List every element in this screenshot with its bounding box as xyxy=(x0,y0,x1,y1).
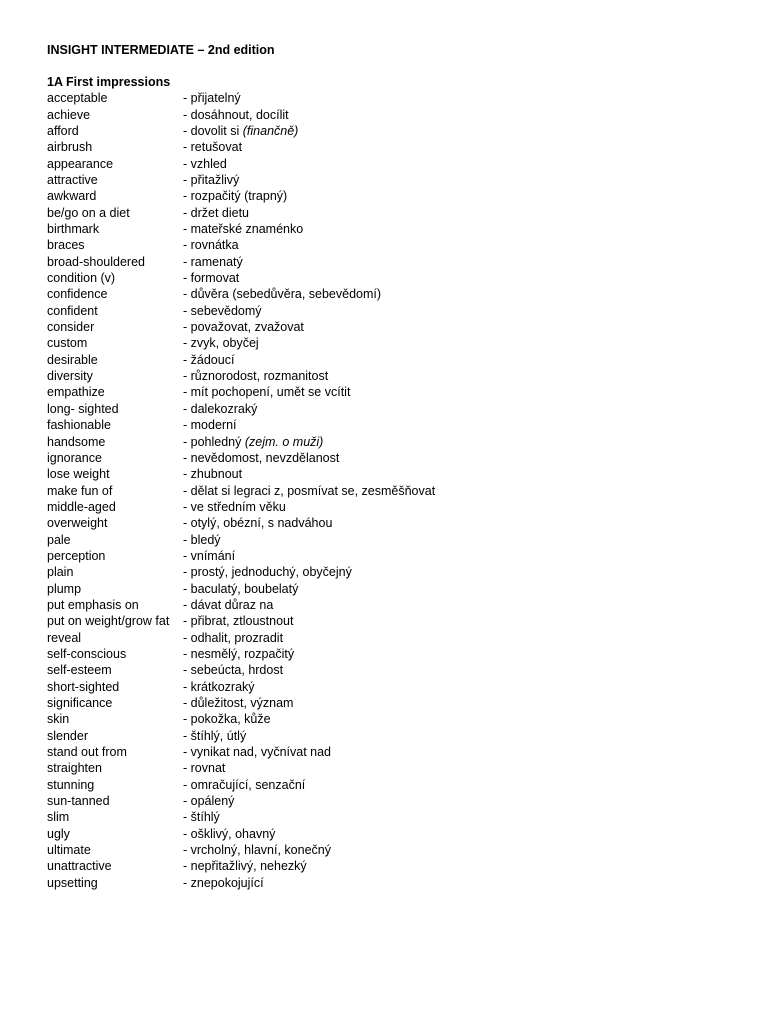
vocab-term: significance xyxy=(47,696,113,711)
vocab-entry xyxy=(47,417,747,433)
vocab-meaning-text: - znepokojující xyxy=(183,875,264,890)
vocab-translation xyxy=(183,286,747,302)
vocab-translation xyxy=(183,564,747,580)
vocab-translation xyxy=(183,728,747,744)
vocab-entry xyxy=(47,842,747,858)
vocab-meaning-text: - přibrat, ztloustnout xyxy=(183,614,294,629)
vocab-entry xyxy=(47,630,747,646)
vocab-meaning-text: - zvyk, obyčej xyxy=(183,336,259,351)
vocab-term: confidence xyxy=(47,287,108,302)
vocab-term: lose weight xyxy=(47,467,110,482)
vocab-term: skin xyxy=(47,712,70,727)
vocab-meaning-text: - retušovat xyxy=(183,140,243,155)
vocab-translation xyxy=(183,303,747,319)
vocab-translation xyxy=(183,205,747,221)
vocab-translation xyxy=(183,679,747,695)
vocab-translation xyxy=(183,123,747,139)
vocab-term: consider xyxy=(47,320,95,335)
vocab-meaning-text: - vnímání xyxy=(183,548,236,563)
vocab-entry xyxy=(47,483,747,499)
vocab-entry xyxy=(47,826,747,842)
vocab-meaning-text: - ramenatý xyxy=(183,254,243,269)
vocab-entry xyxy=(47,711,747,727)
vocab-translation xyxy=(183,662,747,678)
vocab-entry xyxy=(47,597,747,613)
vocab-translation xyxy=(183,793,747,809)
vocab-translation xyxy=(183,434,747,450)
vocab-meaning-text: - pokožka, kůže xyxy=(183,712,271,727)
vocab-entry xyxy=(47,188,747,204)
vocab-meaning-text: - dávat důraz na xyxy=(183,597,274,612)
vocab-meaning-text: - rovnat xyxy=(183,761,226,776)
vocab-translation xyxy=(183,532,747,548)
vocab-meaning-text: - prostý, jednoduchý, obyčejný xyxy=(183,565,352,580)
vocab-term: long- sighted xyxy=(47,401,119,416)
document-title: INSIGHT INTERMEDIATE – 2nd edition xyxy=(47,43,275,57)
vocab-meaning-text: - mateřské znaménko xyxy=(183,222,304,237)
vocab-entry xyxy=(47,221,747,237)
vocab-meaning-text: - pohledný xyxy=(183,434,245,449)
vocab-translation xyxy=(183,695,747,711)
vocab-meaning-text: - dalekozraký xyxy=(183,401,258,416)
vocab-meaning-note: (finančně) xyxy=(242,123,299,138)
vocab-meaning-text: - dovolit si xyxy=(183,123,243,138)
vocab-translation xyxy=(183,499,747,515)
vocab-meaning-text: - rovnátka xyxy=(183,238,239,253)
vocab-translation xyxy=(183,319,747,335)
vocab-meaning-text: - držet dietu xyxy=(183,205,250,220)
vocab-entry xyxy=(47,335,747,351)
vocab-entry xyxy=(47,270,747,286)
vocab-meaning-text: - nepřitažlivý, nehezký xyxy=(183,859,307,874)
vocab-entry xyxy=(47,744,747,760)
vocab-term: reveal xyxy=(47,630,82,645)
vocab-meaning-text: - rozpačitý (trapný) xyxy=(183,189,288,204)
vocab-entry xyxy=(47,515,747,531)
vocab-translation xyxy=(183,450,747,466)
vocab-term: desirable xyxy=(47,352,98,367)
vocab-translation xyxy=(183,188,747,204)
vocab-entry xyxy=(47,319,747,335)
vocab-entry xyxy=(47,695,747,711)
vocab-meaning-text: - nesmělý, rozpačitý xyxy=(183,646,295,661)
vocab-entry xyxy=(47,613,747,629)
vocab-translation xyxy=(183,384,747,400)
vocab-term: put on weight/grow fat xyxy=(47,614,170,629)
vocab-entry xyxy=(47,548,747,564)
vocab-entry xyxy=(47,760,747,776)
vocab-entry xyxy=(47,156,747,172)
vocab-entry xyxy=(47,858,747,874)
vocab-term: middle-aged xyxy=(47,499,116,514)
vocab-term: custom xyxy=(47,336,88,351)
vocab-term: straighten xyxy=(47,761,102,776)
vocab-entry xyxy=(47,450,747,466)
vocab-term: condition (v) xyxy=(47,271,116,286)
vocab-entry xyxy=(47,286,747,302)
vocab-term: upsetting xyxy=(47,875,98,890)
vocab-term: attractive xyxy=(47,173,98,188)
vocab-meaning-text: - vynikat nad, vyčnívat nad xyxy=(183,745,331,760)
vocab-meaning-text: - dělat si legraci z, posmívat se, zesměšňovat xyxy=(183,483,436,498)
section-title: 1A First impressions xyxy=(47,75,171,89)
vocab-term: airbrush xyxy=(47,140,93,155)
vocab-entry xyxy=(47,466,747,482)
vocab-meaning-text: - žádoucí xyxy=(183,352,235,367)
vocab-meaning-text: - sebevědomý xyxy=(183,303,262,318)
vocab-entry xyxy=(47,90,747,106)
vocab-meaning-text: - štíhlý xyxy=(183,810,220,825)
vocab-term: broad-shouldered xyxy=(47,254,145,269)
vocab-term: ultimate xyxy=(47,843,91,858)
vocab-entry xyxy=(47,564,747,580)
vocab-translation xyxy=(183,172,747,188)
vocab-entry xyxy=(47,172,747,188)
vocab-meaning-text: - ve středním věku xyxy=(183,499,286,514)
vocab-translation xyxy=(183,875,747,891)
vocab-translation xyxy=(183,335,747,351)
vocab-meaning-text: - štíhlý, útlý xyxy=(183,728,247,743)
vocab-term: acceptable xyxy=(47,91,108,106)
vocab-term: sun-tanned xyxy=(47,794,110,809)
vocab-translation xyxy=(183,581,747,597)
vocab-meaning-text: - vrcholný, hlavní, konečný xyxy=(183,843,331,858)
vocab-meaning-text: - omračující, senzační xyxy=(183,777,306,792)
vocab-meaning-text: - sebeúcta, hrdost xyxy=(183,663,284,678)
vocab-term: confident xyxy=(47,303,98,318)
vocab-meaning-note: (zejm. o muži) xyxy=(244,434,324,449)
vocab-term: achieve xyxy=(47,107,91,122)
vocab-meaning-text: - ošklivý, ohavný xyxy=(183,826,276,841)
vocab-translation xyxy=(183,221,747,237)
vocab-translation xyxy=(183,630,747,646)
vocab-meaning-text: - vzhled xyxy=(183,156,227,171)
vocab-translation xyxy=(183,156,747,172)
vocab-entry xyxy=(47,303,747,319)
vocab-meaning-text: - přijatelný xyxy=(183,91,241,106)
vocab-entry xyxy=(47,532,747,548)
vocab-term: slim xyxy=(47,810,70,825)
vocab-translation xyxy=(183,139,747,155)
vocab-entry xyxy=(47,237,747,253)
vocab-meaning-text: - mít pochopení, umět se vcítit xyxy=(183,385,351,400)
vocab-term: appearance xyxy=(47,156,114,171)
title-spacer xyxy=(47,60,747,74)
vocab-term: stunning xyxy=(47,777,95,792)
vocab-entry xyxy=(47,107,747,123)
vocab-entry xyxy=(47,777,747,793)
vocab-entry xyxy=(47,401,747,417)
vocab-meaning-text: - formovat xyxy=(183,271,240,286)
vocab-term: put emphasis on xyxy=(47,597,139,612)
vocab-term: diversity xyxy=(47,369,93,384)
vocab-meaning-text: - dosáhnout, docílit xyxy=(183,107,289,122)
vocab-translation xyxy=(183,858,747,874)
vocab-meaning-text: - různorodost, rozmanitost xyxy=(183,369,329,384)
vocab-entry xyxy=(47,434,747,450)
vocab-entry xyxy=(47,123,747,139)
vocab-translation xyxy=(183,744,747,760)
vocab-term: self-conscious xyxy=(47,646,127,661)
vocab-translation xyxy=(183,107,747,123)
vocab-term: perception xyxy=(47,548,106,563)
vocab-entry xyxy=(47,679,747,695)
vocab-meaning-text: - přitažlivý xyxy=(183,173,240,188)
vocab-meaning-text: - považovat, zvažovat xyxy=(183,320,304,335)
vocab-entry xyxy=(47,254,747,270)
vocab-meaning-text: - nevědomost, nevzdělanost xyxy=(183,450,340,465)
vocab-translation xyxy=(183,597,747,613)
vocab-entry xyxy=(47,809,747,825)
vocab-term: plump xyxy=(47,581,82,596)
document-page xyxy=(47,40,747,891)
vocab-term: birthmark xyxy=(47,222,100,237)
vocab-entry xyxy=(47,139,747,155)
vocab-translation xyxy=(183,254,747,270)
vocab-translation xyxy=(183,401,747,417)
vocab-term: overweight xyxy=(47,516,108,531)
vocab-term: pale xyxy=(47,532,71,547)
vocab-term: make fun of xyxy=(47,483,113,498)
vocab-translation xyxy=(183,760,747,776)
vocab-meaning-text: - důvěra (sebedůvěra, sebevědomí) xyxy=(183,287,382,302)
vocab-entry xyxy=(47,662,747,678)
vocab-translation xyxy=(183,515,747,531)
vocab-meaning-text: - otylý, obézní, s nadváhou xyxy=(183,516,333,531)
vocab-entry xyxy=(47,368,747,384)
vocab-term: be/go on a diet xyxy=(47,205,130,220)
vocab-term: stand out from xyxy=(47,745,127,760)
vocab-meaning-text: - důležitost, význam xyxy=(183,696,294,711)
vocab-translation xyxy=(183,548,747,564)
vocab-term: afford xyxy=(47,123,79,138)
vocab-translation xyxy=(183,466,747,482)
vocab-entry xyxy=(47,384,747,400)
vocab-term: short-sighted xyxy=(47,679,120,694)
vocab-term: empathize xyxy=(47,385,105,400)
vocab-entry xyxy=(47,581,747,597)
vocab-term: ugly xyxy=(47,826,70,841)
vocab-entry xyxy=(47,728,747,744)
vocab-translation xyxy=(183,237,747,253)
vocab-translation xyxy=(183,842,747,858)
vocab-term: plain xyxy=(47,565,74,580)
vocab-entry xyxy=(47,646,747,662)
vocab-translation xyxy=(183,270,747,286)
vocab-meaning-text: - baculatý, boubelatý xyxy=(183,581,299,596)
vocab-term: ignorance xyxy=(47,450,102,465)
vocabulary-list xyxy=(47,90,747,891)
vocab-entry xyxy=(47,352,747,368)
vocab-term: awkward xyxy=(47,189,97,204)
vocab-term: slender xyxy=(47,728,88,743)
vocab-meaning-text: - opálený xyxy=(183,794,235,809)
vocab-entry xyxy=(47,205,747,221)
vocab-meaning-text: - bledý xyxy=(183,532,221,547)
vocab-term: handsome xyxy=(47,434,106,449)
vocab-translation xyxy=(183,777,747,793)
vocab-translation xyxy=(183,352,747,368)
vocab-translation xyxy=(183,483,747,499)
vocab-translation xyxy=(183,809,747,825)
vocab-term: braces xyxy=(47,238,85,253)
vocab-meaning-text: - krátkozraký xyxy=(183,679,255,694)
vocab-translation xyxy=(183,646,747,662)
vocab-term: fashionable xyxy=(47,418,111,433)
vocab-entry xyxy=(47,793,747,809)
vocab-meaning-text: - odhalit, prozradit xyxy=(183,630,284,645)
vocab-meaning-text: - moderní xyxy=(183,418,237,433)
vocab-translation xyxy=(183,368,747,384)
vocab-meaning-text: - zhubnout xyxy=(183,467,243,482)
vocab-translation xyxy=(183,613,747,629)
vocab-term: self-esteem xyxy=(47,663,112,678)
vocab-term: unattractive xyxy=(47,859,112,874)
vocab-translation xyxy=(183,417,747,433)
vocab-entry xyxy=(47,499,747,515)
vocab-translation xyxy=(183,826,747,842)
vocab-entry xyxy=(47,875,747,891)
vocab-translation xyxy=(183,711,747,727)
vocab-translation xyxy=(183,90,747,106)
